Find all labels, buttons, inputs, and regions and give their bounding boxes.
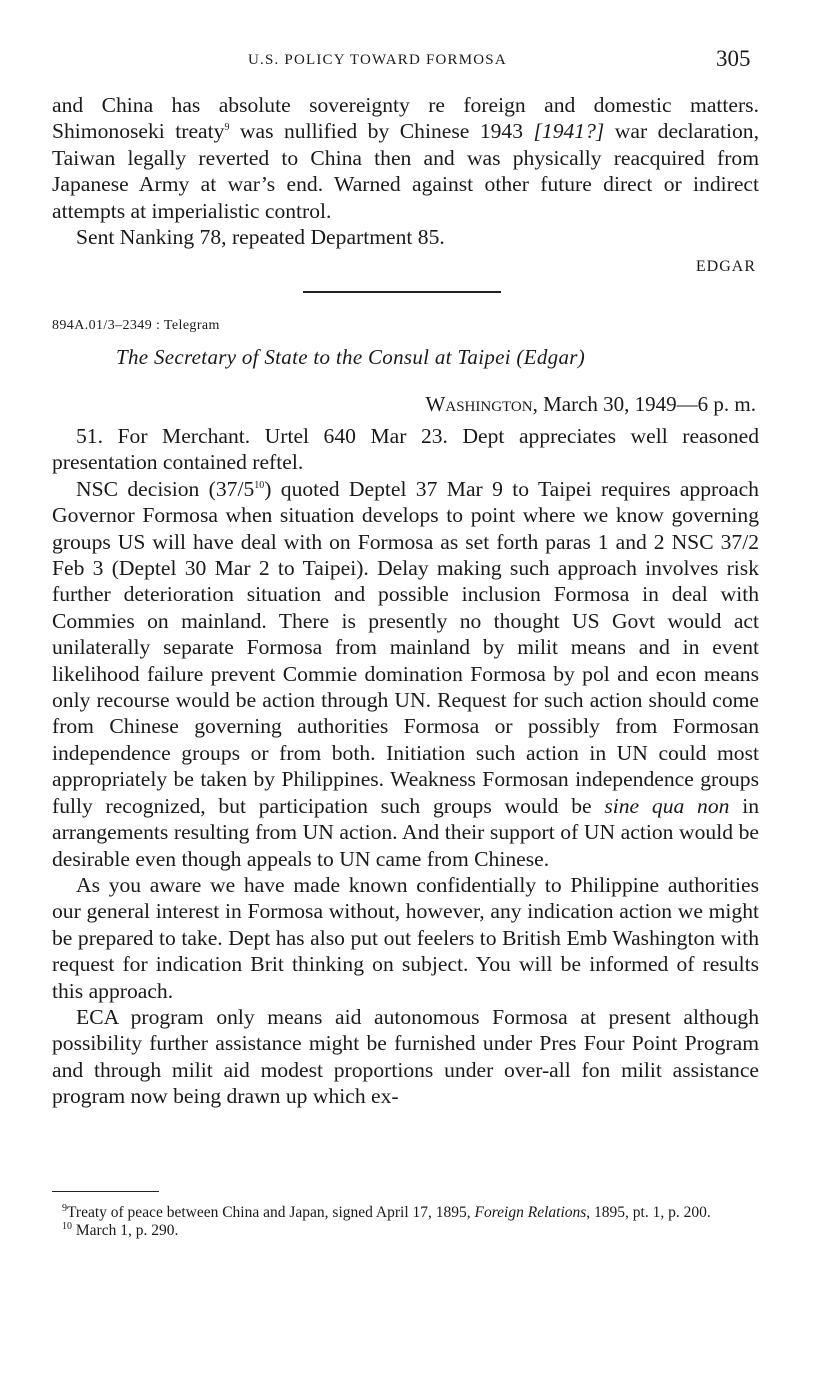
- section-divider: [303, 291, 501, 293]
- footnotes: [52, 1204, 758, 1239]
- footnote-9: $^9$Treaty of peace between China and Japan, signed April 17, 1895, Foreign Relations, 1895, pt. 1, p. 200.: [62, 1202, 711, 1221]
- dateline: [426, 392, 756, 417]
- document-body: [52, 423, 759, 1110]
- body-paragraph: 51. For Merchant. Urtel 640 Mar 23. Dept appreciates well reasoned presentation contained reftel.: [52, 424, 759, 475]
- body-paragraph: and China has absolute sovereignty re foreign and domestic matters. Shimonoseki treaty$^9$ was nullified by Chinese 1943 [1941?] war declaration, Taiwan legally reverted to China then and was physically reacquired from Japanese Army at war’s end. Warned against other future direct or indirect attempts at imperialistic control.: [52, 93, 759, 223]
- page-number: 305: [716, 46, 751, 71]
- body-paragraph: Sent Nanking 78, repeated Department 85.: [76, 225, 445, 250]
- signature: EDGAR: [695, 258, 756, 275]
- dateline-date: , March 30, 1949—6 p. m.: [532, 392, 756, 416]
- body-paragraph: NSC decision $(37/5^{10})$ quoted Deptel 37 Mar 9 to Taipei requires approach Governor Formosa when situation develops to point where we know governing groups US will have deal with on Formosa as set forth paras 1 and 2 NSC 37/2 Feb 3 (Deptel 30 Mar 2 to Taipei). Delay making such approach involves risk further deterioration situation and possible inclusion Formosa in deal with Commies on mainland. There is presently no thought US Govt would act unilaterally separate Formosa from mainland by milit means and in event likelihood failure prevent Commie domination Formosa by pol and econ means only recourse would be action through UN. Request for such action should come from Chinese governing authorities Formosa or possibly from Formosan independence groups or from both. Initiation such action in UN could most appropriately be taken by Philippines. Weakness Formosan independence groups fully recognized, but participation such groups would be sine qua non in arrangements resulting from UN action. And their support of UN action would be desirable even though appeals to UN came from Chinese.: [52, 476, 759, 871]
- footnote-ref: 10: [254, 479, 265, 491]
- dateline-place: Washington: [425, 392, 533, 416]
- footnote-ref: 9: [224, 122, 230, 134]
- footnote-10: $^{10}$ March 1, p. 290.: [62, 1220, 179, 1239]
- previous-document-body: [52, 92, 759, 250]
- footnote-rule: [52, 1191, 159, 1192]
- body-paragraph: ECA program only means aid autonomous Formosa at present although possibility further assistance might be furnished under Pres Four Point Program and through milit aid modest proportions under over-all fon milit assistance program now being drawn up which ex-: [52, 1004, 759, 1109]
- running-header-title: U.S. POLICY TOWARD FORMOSA: [248, 52, 507, 68]
- editorial-bracket: [1941?]: [533, 119, 605, 144]
- body-paragraph: As you aware we have made known confidentially to Philippine authorities our general interest in Formosa without, however, any indication action we might be prepared to take. Dept has also put out feelers to British Emb Washington with request for indication Brit thinking on subject. You will be informed of results this approach.: [52, 872, 759, 1003]
- file-reference: 894A.01/3–2349 : Telegram: [52, 318, 220, 333]
- document-title: The Secretary of State to the Consul at Taipei (Edgar): [116, 345, 586, 369]
